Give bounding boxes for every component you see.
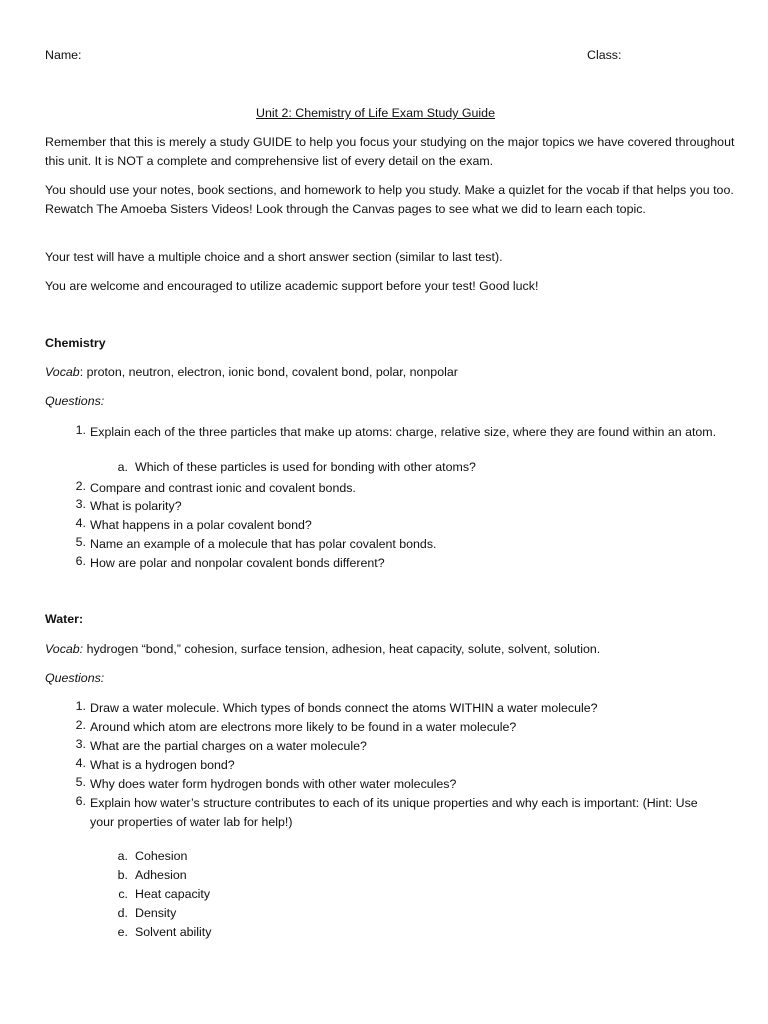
list-item — [0, 554, 768, 573]
intro-paragraph-1: Remember that this is merely a study GUIDE to help you focus your studying on the major topics we have covered throughout this unit. It is NOT a complete and comprehensive list of every detail on the exam. — [45, 135, 735, 168]
list-number: 3. — [75, 497, 86, 511]
list-item — [0, 794, 768, 829]
property-text: Adhesion — [135, 868, 187, 882]
sub-list-letter: c. — [118, 887, 128, 901]
list-item — [0, 775, 768, 794]
list-item — [0, 756, 768, 775]
question-text: Name an example of a molecule that has polar covalent bonds. — [90, 537, 437, 551]
sub-list-item — [0, 906, 768, 925]
list-item — [0, 718, 768, 737]
question-text: What happens in a polar covalent bond? — [90, 518, 312, 532]
chemistry-vocab-label: Vocab — [45, 365, 80, 379]
water-vocab-text: hydrogen “bond,” cohesion, surface tension, adhesion, heat capacity, solute, solvent, solution. — [83, 642, 601, 656]
list-item — [0, 479, 768, 498]
property-text: Cohesion — [135, 849, 188, 863]
property-text: Density — [135, 906, 177, 920]
list-number: 5. — [75, 535, 86, 549]
intro-paragraph-4: You are welcome and encouraged to utilize academic support before your test! Good luck! — [45, 279, 539, 293]
list-number: 2. — [75, 718, 86, 732]
list-number: 1. — [75, 699, 86, 713]
list-number: 1. — [75, 423, 86, 437]
list-item — [0, 516, 768, 535]
sub-list-item — [0, 849, 768, 868]
question-text: Why does water form hydrogen bonds with other water molecules? — [90, 777, 457, 791]
sub-list-item — [0, 925, 768, 944]
sub-list-letter: a. — [117, 460, 128, 474]
question-text: Compare and contrast ionic and covalent bonds. — [90, 481, 356, 495]
list-number: 6. — [75, 794, 86, 808]
sub-list-item — [0, 887, 768, 906]
intro-paragraph-2: You should use your notes, book sections, and homework to help you study. Make a quizlet for the vocab if that helps you too. Rewatch The Amoeba Sisters Videos! Look through the Canvas pages to see what we did to learn each topic. — [45, 183, 734, 216]
sub-list-letter: b. — [117, 868, 128, 882]
question-text: How are polar and nonpolar covalent bonds different? — [90, 556, 385, 570]
chemistry-vocab — [45, 365, 458, 379]
class-label: Class: — [587, 48, 622, 62]
property-text: Solvent ability — [135, 925, 212, 939]
water-questions-label: Questions: — [45, 671, 105, 685]
question-text: Explain each of the three particles that make up atoms: charge, relative size, where they are found within an atom. — [90, 425, 717, 439]
list-item — [0, 423, 768, 442]
list-number: 6. — [75, 554, 86, 568]
list-number: 2. — [75, 479, 86, 493]
water-vocab — [45, 642, 600, 656]
question-text: What is polarity? — [90, 499, 182, 513]
intro-paragraph-3: Your test will have a multiple choice and a short answer section (similar to last test). — [45, 250, 503, 264]
list-number: 5. — [75, 775, 86, 789]
list-number: 4. — [75, 516, 86, 530]
list-item — [0, 699, 768, 718]
question-text: Explain how water’s structure contributes to each of its unique properties and why each is important: (Hint: Use your properties of water lab for help!) — [90, 796, 698, 829]
question-text: Draw a water molecule. Which types of bonds connect the atoms WITHIN a water molecule? — [90, 701, 598, 715]
chemistry-heading: Chemistry — [45, 336, 106, 350]
question-text: What are the partial charges on a water molecule? — [90, 739, 367, 753]
chemistry-questions-label: Questions: — [45, 394, 105, 408]
sub-list-item — [0, 460, 768, 479]
property-text: Heat capacity — [135, 887, 211, 901]
name-label: Name: — [45, 48, 82, 62]
question-text: What is a hydrogen bond? — [90, 758, 235, 772]
water-heading: Water: — [45, 612, 84, 626]
list-number: 3. — [75, 737, 86, 751]
list-number: 4. — [75, 756, 86, 770]
chemistry-vocab-text: : proton, neutron, electron, ionic bond, covalent bond, polar, nonpolar — [79, 365, 458, 379]
question-text: Around which atom are electrons more likely to be found in a water molecule? — [90, 720, 517, 734]
list-item — [0, 497, 768, 516]
sub-list-letter: a. — [117, 849, 128, 863]
list-item — [0, 737, 768, 756]
sub-list-letter: d. — [117, 906, 128, 920]
sub-list-letter: e. — [117, 925, 128, 939]
page-title: Unit 2: Chemistry of Life Exam Study Guide — [256, 106, 495, 120]
sub-list-item — [0, 868, 768, 887]
water-vocab-label: Vocab: — [45, 642, 84, 656]
sub-question-text: Which of these particles is used for bonding with other atoms? — [135, 460, 476, 474]
list-item — [0, 535, 768, 554]
